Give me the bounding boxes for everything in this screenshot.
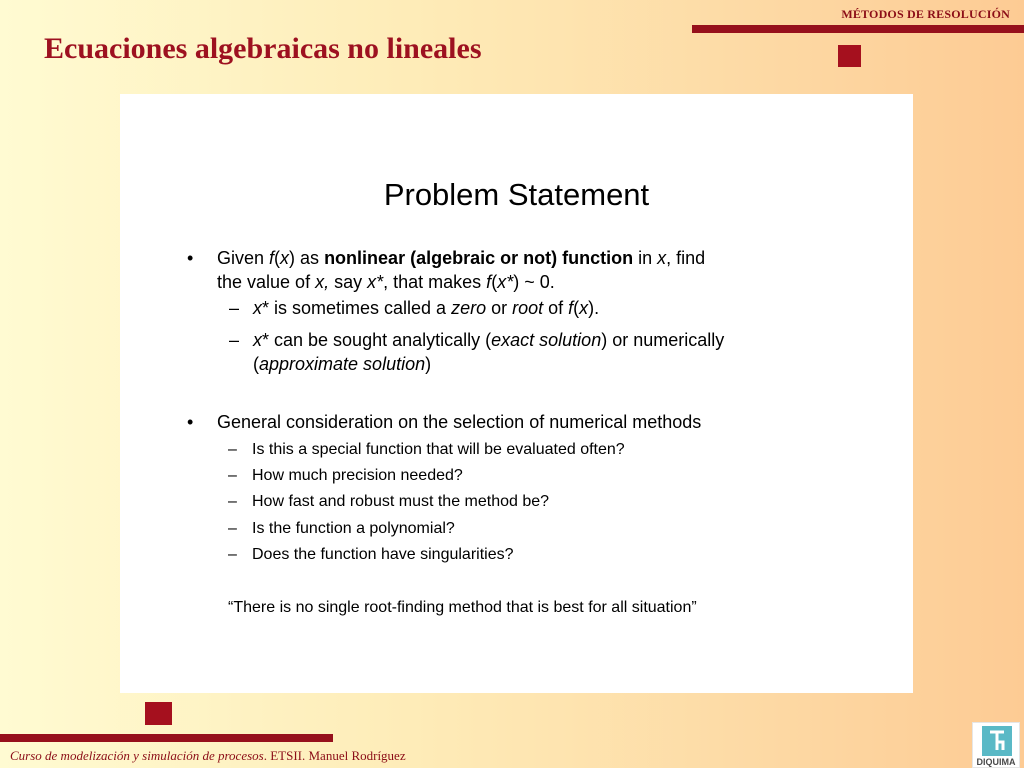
- footer-author: . ETSII. Manuel Rodríguez: [263, 748, 406, 763]
- logo-mark-icon: [982, 726, 1012, 756]
- bullet-mark: •: [187, 248, 194, 268]
- decorative-square-bottom: [145, 702, 172, 725]
- diquima-logo: [972, 722, 1020, 768]
- bullet-problem-line2: the value of x, say x*, that makes f(x*) ~ 0.: [217, 272, 555, 292]
- page-title: Ecuaciones algebraicas no lineales: [44, 32, 482, 65]
- bullet-problem-line1: Given f(x) as nonlinear (algebraic or not) function in x, find: [217, 248, 706, 268]
- logo-text: DIQUIMA: [976, 757, 1016, 767]
- decorative-square-top: [838, 45, 861, 67]
- quote: “There is no single root-finding method that is best for all situation”: [228, 599, 697, 616]
- footer-course: Curso de modelización y simulación de procesos: [10, 748, 264, 763]
- consideration-item: – How much precision needed?: [228, 467, 463, 484]
- consideration-item: – Is this a special function that will be evaluated often?: [228, 441, 625, 458]
- consideration-item: – Does the function have singularities?: [228, 546, 514, 563]
- content-panel: [120, 94, 913, 693]
- header-bar: [692, 25, 1024, 33]
- slide-title: Problem Statement: [383, 177, 650, 212]
- section-label: MÉTODOS DE RESOLUCIÓN: [841, 7, 1010, 21]
- bullet-considerations: • General consideration on the selection of numerical methods: [187, 412, 702, 432]
- dash-mark: –: [229, 330, 240, 350]
- bullet-problem: [187, 246, 706, 294]
- footer-bar: [0, 734, 333, 742]
- subpoint-root: – x* is sometimes called a zero or root of f(x).: [229, 298, 600, 318]
- consideration-item: – Is the function a polynomial?: [228, 520, 455, 537]
- subpoint-solution: – x* can be sought analytically (exact solution) or numerically (approximate solution): [229, 330, 725, 374]
- footer-credit: [10, 748, 406, 764]
- bullet-mark: •: [187, 412, 194, 432]
- consideration-item: – How fast and robust must the method be?: [228, 493, 550, 510]
- dash-mark: –: [229, 298, 240, 318]
